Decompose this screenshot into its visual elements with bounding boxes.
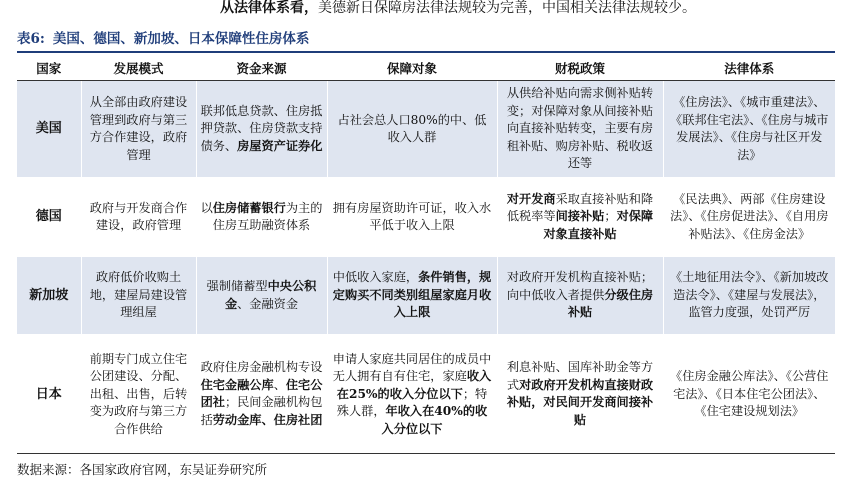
model-cell: 政府低价收购土地，建屋局建设管理组屋 — [81, 257, 196, 335]
law-cell: 《民法典》、两部《住房建设法》、《住房促进法》、《自用房补贴法》、《住房金法》 — [663, 178, 835, 257]
table-title: 美国、德国、新加坡、日本保障性住房体系 — [52, 31, 310, 47]
header-row — [17, 58, 835, 81]
model-cell: 前期专门成立住宅公团建设、分配、出租、出售，后转变为政府与第三方合作供给 — [81, 335, 196, 454]
policy-cell: 对政府开发机构直接补贴；向中低收入者提供分级住房补贴 — [497, 257, 663, 335]
table-caption — [17, 27, 309, 47]
policy-cell: 利息补贴、国库补助金等方式对政府开发机构直接财政补贴，对民间开发商间接补贴 — [497, 335, 663, 454]
header-country: 国家 — [17, 58, 81, 81]
funding-cell: 政府住房金融机构专设住宅金融公库、住宅公团社；民间金融机构包括劳动金库、住房社团 — [196, 335, 327, 454]
model-cell: 政府与开发商合作建设，政府管理 — [81, 178, 196, 257]
funding-cell: 强制储蓄型中央公积金、金融资金 — [196, 257, 327, 335]
header-policy: 财税政策 — [497, 58, 663, 81]
table-number: 表6: — [17, 31, 45, 47]
table-row — [17, 178, 835, 257]
policy-cell: 从供给补贴向需求侧补贴转变；对保障对象从间接补贴向直接补贴转变，主要有房租补贴、购房补贴、税收返还等 — [497, 81, 663, 178]
table-row — [17, 257, 835, 335]
data-source-note: 数据来源：各国家政府官网，东吴证券研究所 — [17, 462, 268, 477]
header-funding: 资金来源 — [196, 58, 327, 81]
housing-systems-table — [17, 58, 835, 454]
header-law: 法律体系 — [663, 58, 835, 81]
target-cell: 中低收入家庭，条件销售，规定购买不同类别组屋家庭月收入上限 — [327, 257, 497, 335]
intro-sentence — [220, 0, 696, 16]
table-row — [17, 335, 835, 454]
law-cell: 《住房金融公库法》、《公营住宅法》、《日本住宅公团法》、《住宅建设规划法》 — [663, 335, 835, 454]
law-cell: 《住房法》、《城市重建法》、《联邦住宅法》、《住房与城市发展法》、《住房与社区开发法》 — [663, 81, 835, 178]
country-cell: 德国 — [17, 178, 81, 257]
intro-bold: 从法律体系看， — [220, 0, 318, 16]
policy-cell: 对开发商采取直接补贴和降低税率等间接补贴；对保障对象直接补贴 — [497, 178, 663, 257]
country-cell: 日本 — [17, 335, 81, 454]
target-cell: 申请人家庭共同居住的成员中无人拥有自有住宅，家庭收入在25%的收入分位以下；特殊人群，年收入在40%的收入分位以下 — [327, 335, 497, 454]
country-cell: 美国 — [17, 81, 81, 178]
table-row — [17, 81, 835, 178]
target-cell: 占社会总人口80%的中、低收入人群 — [327, 81, 497, 178]
header-target: 保障对象 — [327, 58, 497, 81]
model-cell: 从全部由政府建设管理到政府与第三方合作建设，政府管理 — [81, 81, 196, 178]
target-cell: 拥有房屋资助许可证，收入水平低于收入上限 — [327, 178, 497, 257]
bottom-rule — [17, 453, 835, 454]
funding-cell: 联邦低息贷款、住房抵押贷款、住房贷款支持债务、房屋资产证券化 — [196, 81, 327, 178]
funding-cell: 以住房储蓄银行为主的住房互助融资体系 — [196, 178, 327, 257]
intro-rest: 美德新日保障房法律法规较为完善，中国相关法律法规较少。 — [318, 0, 696, 16]
top-rule — [17, 51, 835, 53]
header-model: 发展模式 — [81, 58, 196, 81]
country-cell: 新加坡 — [17, 257, 81, 335]
law-cell: 《土地征用法令》、《新加坡改造法令》、《建屋与发展法》，监管力度强，处罚严厉 — [663, 257, 835, 335]
